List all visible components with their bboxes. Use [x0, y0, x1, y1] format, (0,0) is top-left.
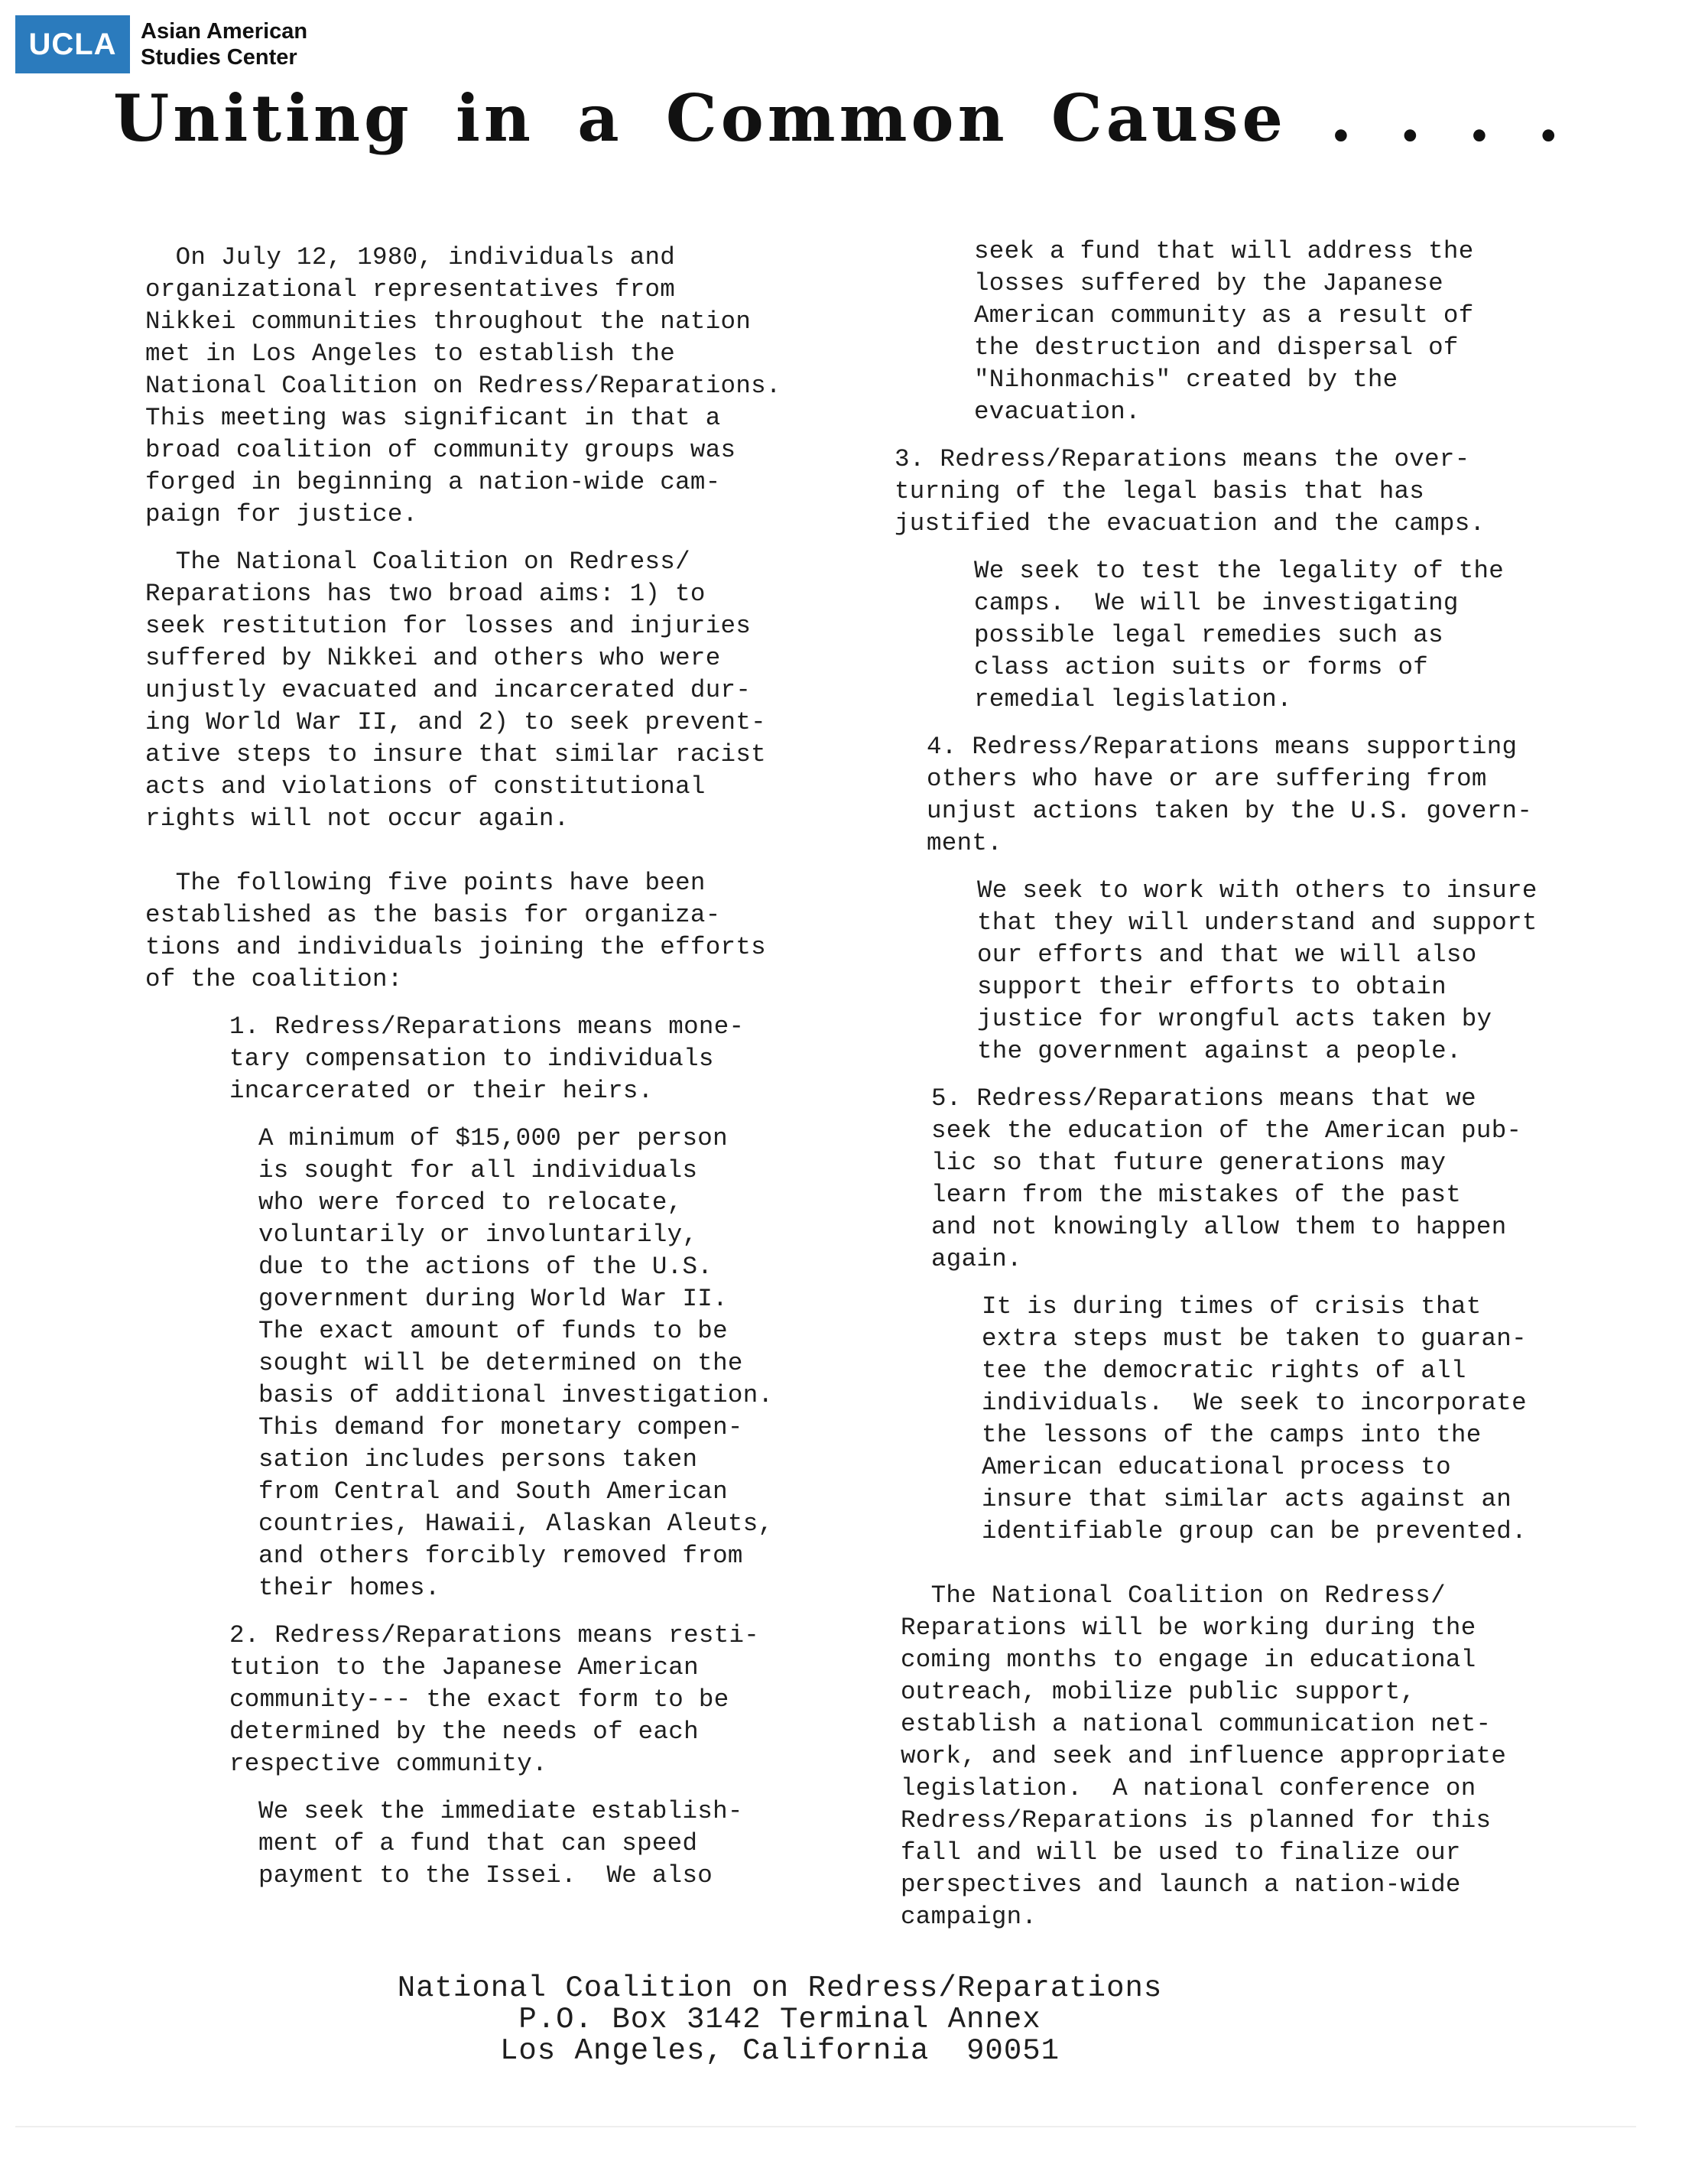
page-edge-line [15, 2126, 1636, 2127]
address-city: Los Angeles, California 90051 [499, 2034, 1060, 2068]
ucla-logo [15, 15, 307, 73]
point-1-detail: A minimum of $15,000 per person is sought for all individuals who were forced to relocate, voluntarily or involuntarily, due to the actions of the U.S. government during World War II. The exact amount of funds to be sought will be determined on the basis of additional investigation. This demand for monetary compen- sation includes persons taken from Central and South American countries, Hawaii, Alaskan Aleuts, and others forcibly removed from their homes. [258, 1124, 774, 1602]
center-name-line1: Asian American [141, 19, 308, 44]
right-column [895, 237, 1598, 1933]
address-po-box: P.O. Box 3142 Terminal Annex [518, 2003, 1041, 2036]
left-column [145, 242, 833, 1892]
point-2: 2. Redress/Reparations means resti- tution to the Japanese American community--- the exact form to be determined by the needs of each respective community. [229, 1621, 760, 1778]
point-3: 3. Redress/Reparations means the over- turning of the legal basis that has justified the evacuation and the camps. [895, 445, 1486, 538]
point-4: 4. Redress/Reparations means supporting others who have or are suffering from unjust actions taken by the U.S. govern- ment. [927, 733, 1533, 857]
point-3-detail: We seek to test the legality of the camps. We will be investigating possible legal remedies such as class action suits or forms of remedial legislation. [974, 557, 1505, 713]
center-name [141, 18, 307, 70]
aims-paragraph: The National Coalition on Redress/ Reparations has two broad aims: 1) to seek restitution for losses and injuries suffered by Nikkei and others who were unjustly evacuated and incarcerated dur- ing World War II, and 2) to seek prevent- ative steps to insure that similar racist acts and violations of constitutional rights will not occur again. [145, 548, 766, 833]
intro-paragraph: On July 12, 1980, individuals and organizational representatives from Nikkei communities throughout the nation met in Los Angeles to establish the National Coalition on Redress/Reparations. This meeting was significant in that a broad coalition of community groups was forged in beginning a nation-wide cam- paign for justice. [145, 243, 781, 528]
address-organization: National Coalition on Redress/Reparations [397, 1971, 1163, 2005]
point-5-detail: It is during times of crisis that extra steps must be taken to guaran- tee the democratic rights of all individuals. We seek to incorporate the lessons of the camps into the American educational process to insure that similar acts against an identifiable group can be prevented. [982, 1292, 1527, 1545]
closing-paragraph: The National Coalition on Redress/ Reparations will be working during the coming months to engage in educational outreach, mobilize public support, establish a national communication net- work, and seek and influence appropriate legislation. A national conference on Redress/Reparations is planned for this fall and will be used to finalize our perspectives and launch a nation-wide campaign. [901, 1581, 1507, 1931]
point-2-detail-continued: seek a fund that will address the losses suffered by the Japanese American community as a result of the destruction and dispersal of "Nihonmachis" created by the evacuation. [974, 237, 1474, 426]
five-points-intro: The following five points have been established as the basis for organiza- tions and individuals joining the efforts of the coalition: [145, 869, 766, 993]
point-4-detail: We seek to work with others to insure that they will understand and support our efforts and that we will also support their efforts to obtain justice for wrongful acts taken by the government against a people. [977, 876, 1538, 1065]
point-2-detail: We seek the immediate establish- ment of a fund that can speed payment to the Issei. We also [258, 1797, 743, 1890]
document-title: Uniting in a Common Cause . . . . [113, 80, 1563, 156]
center-name-line2: Studies Center [141, 45, 297, 70]
point-5: 5. Redress/Reparations means that we seek the education of the American pub- lic so that future generations may learn from the mistakes of the past and not knowingly allow them to happen again. [931, 1084, 1522, 1273]
point-1: 1. Redress/Reparations means mone- tary compensation to individuals incarcerated or their heirs. [229, 1012, 745, 1105]
ucla-logo-box: UCLA [15, 15, 130, 73]
mailing-address [0, 1973, 1560, 2067]
